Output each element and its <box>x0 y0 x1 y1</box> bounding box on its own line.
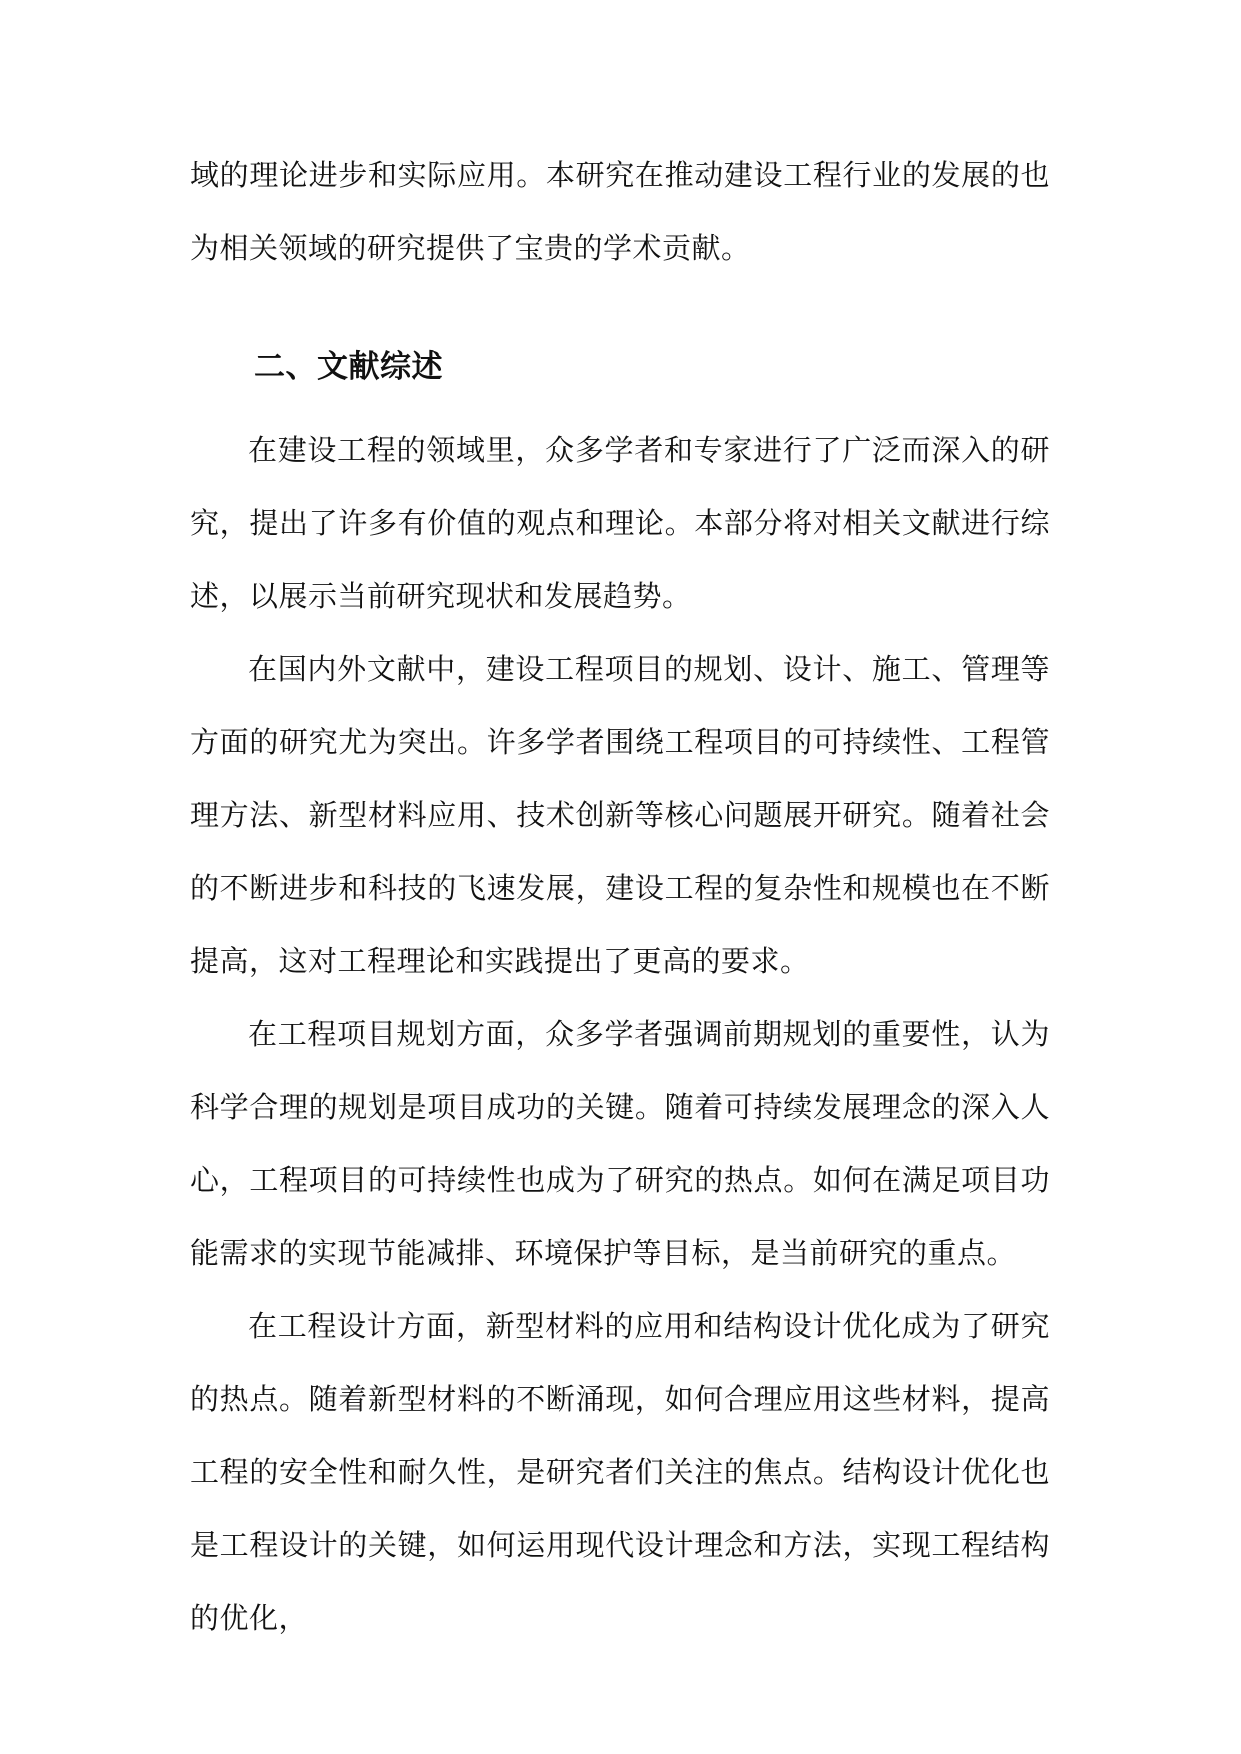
section-heading: 二、文献综述 <box>254 349 443 385</box>
document-body <box>190 139 1050 1655</box>
body-paragraph: 在建设工程的领域里，众多学者和专家进行了广泛而深入的研究，提出了许多有价值的观点和理论。本部分将对相关文献进行综述，以展示当前研究现状和发展趋势。 <box>190 433 1050 613</box>
continuation-paragraph: 域的理论进步和实际应用。本研究在推动建设工程行业的发展的也为相关领域的研究提供了宝贵的学术贡献。 <box>190 158 1050 265</box>
body-paragraph: 在工程设计方面，新型材料的应用和结构设计优化成为了研究的热点。随着新型材料的不断涌现，如何合理应用这些材料，提高工程的安全性和耐久性，是研究者们关注的焦点。结构设计优化也是工程设计的关键，如何运用现代设计理念和方法，实现工程结构的优化， <box>190 1309 1050 1635</box>
body-paragraph: 在工程项目规划方面，众多学者强调前期规划的重要性，认为科学合理的规划是项目成功的关键。随着可持续发展理念的深入人心，工程项目的可持续性也成为了研究的热点。如何在满足项目功能需求的实现节能减排、环境保护等目标，是当前研究的重点。 <box>190 1017 1050 1270</box>
body-paragraph: 在国内外文献中，建设工程项目的规划、设计、施工、管理等方面的研究尤为突出。许多学者围绕工程项目的可持续性、工程管理方法、新型材料应用、技术创新等核心问题展开研究。随着社会的不断进步和科技的飞速发展，建设工程的复杂性和规模也在不断提高，这对工程理论和实践提出了更高的要求。 <box>190 652 1050 978</box>
